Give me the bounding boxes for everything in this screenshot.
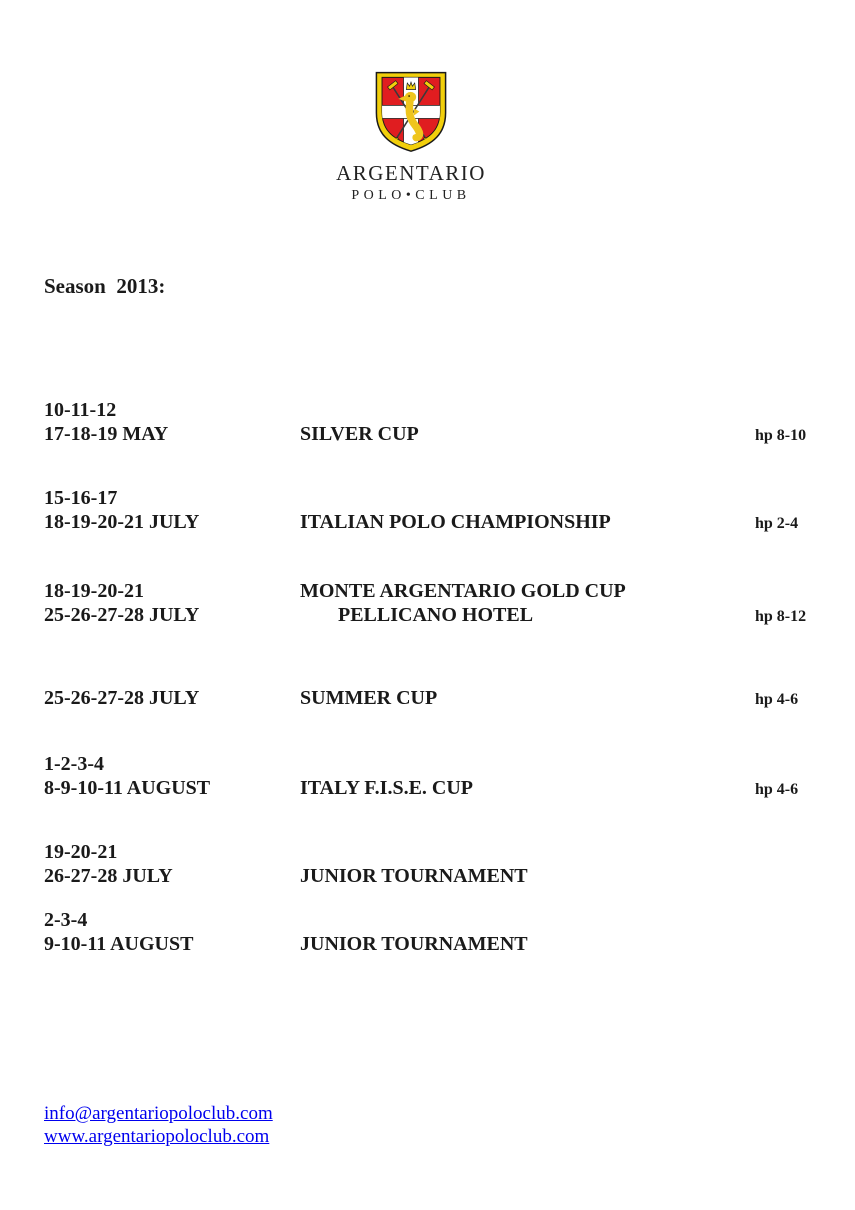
club-name: ARGENTARIO xyxy=(336,161,486,185)
tournament-row xyxy=(44,398,834,446)
tournament-name: JUNIOR TOURNAMENT xyxy=(300,865,528,887)
tournament-dates: 18-19-20-21 25-26-27-28 JULY xyxy=(44,580,200,626)
tournament-handicap: hp 4-6 xyxy=(755,781,799,798)
tournament-dates: 2-3-4 9-10-11 AUGUST xyxy=(44,909,194,955)
tournament-dates: 1-2-3-4 8-9-10-11 AUGUST xyxy=(44,753,211,799)
season-heading: Season 2013: xyxy=(44,274,166,298)
tournament-row xyxy=(44,486,834,534)
tournament-name: ITALY F.I.S.E. CUP xyxy=(300,777,474,799)
tournament-name: JUNIOR TOURNAMENT xyxy=(300,933,528,955)
tournament-handicap: hp 8-12 xyxy=(755,608,807,625)
tournament-dates: 19-20-21 26-27-28 JULY xyxy=(44,841,173,887)
tournament-handicap: hp 8-10 xyxy=(755,427,807,444)
polo-club-crest-icon xyxy=(367,68,455,154)
website-link[interactable]: www.argentariopoloclub.com xyxy=(44,1126,270,1147)
tournament-row xyxy=(44,752,834,800)
tournament-name: MONTE ARGENTARIO GOLD CUP PELLICANO HOTEL xyxy=(300,580,626,626)
tournament-row xyxy=(44,579,834,627)
tournament-handicap xyxy=(755,908,834,956)
tournament-name: SILVER CUP xyxy=(300,423,419,445)
tournament-name: ITALIAN POLO CHAMPIONSHIP xyxy=(300,511,611,533)
tournament-dates: 25-26-27-28 JULY xyxy=(44,687,200,709)
tournament-name: SUMMER CUP xyxy=(300,687,438,709)
tournament-handicap: hp 4-6 xyxy=(755,691,799,708)
contact-links xyxy=(44,1102,273,1148)
tournament-dates: 15-16-17 18-19-20-21 JULY xyxy=(44,487,200,533)
club-subtitle: POLO•CLUB xyxy=(351,188,471,203)
tournament-handicap xyxy=(755,840,834,888)
tournament-row xyxy=(44,908,834,956)
email-link[interactable]: info@argentariopoloclub.com xyxy=(44,1103,273,1124)
tournament-row xyxy=(44,662,834,710)
tournament-dates: 10-11-12 17-18-19 MAY xyxy=(44,399,169,445)
tournament-handicap: hp 2-4 xyxy=(755,515,799,532)
club-logo xyxy=(0,68,822,204)
tournament-row xyxy=(44,840,834,888)
